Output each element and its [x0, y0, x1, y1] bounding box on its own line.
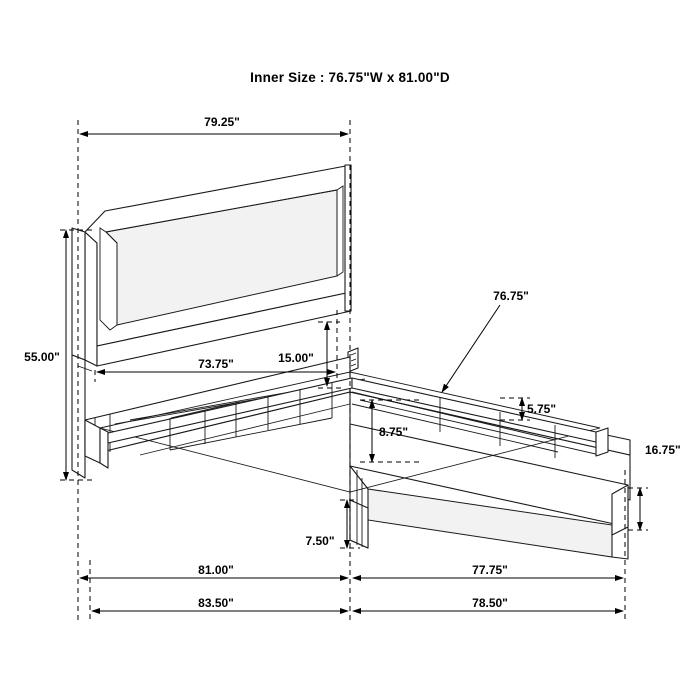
dim-bed-length-left: 81.00": [198, 563, 234, 577]
dim-overall-length-right: 78.50": [472, 596, 508, 610]
dim-slat-to-rail-clearance: 5.75": [527, 402, 557, 416]
dim-rail-underside-clearance: 7.50": [305, 534, 335, 548]
dim-bed-length-right: 77.75": [472, 563, 508, 577]
dim-overall-length-left: 83.50": [198, 596, 234, 610]
dim-headboard-to-rail-height: 15.00": [278, 351, 314, 365]
page-title: Inner Size : 76.75"W x 81.00"D: [250, 70, 450, 85]
dim-overall-height: 55.00": [24, 350, 60, 364]
dim-deck-height: 8.75": [379, 425, 409, 439]
dim-headboard-outer-width: 79.25": [204, 115, 240, 129]
dim-side-rail-inner-length: 76.75": [493, 289, 529, 303]
dim-footboard-height: 16.75": [645, 443, 681, 457]
dim-headboard-panel-width: 73.75": [198, 357, 234, 371]
